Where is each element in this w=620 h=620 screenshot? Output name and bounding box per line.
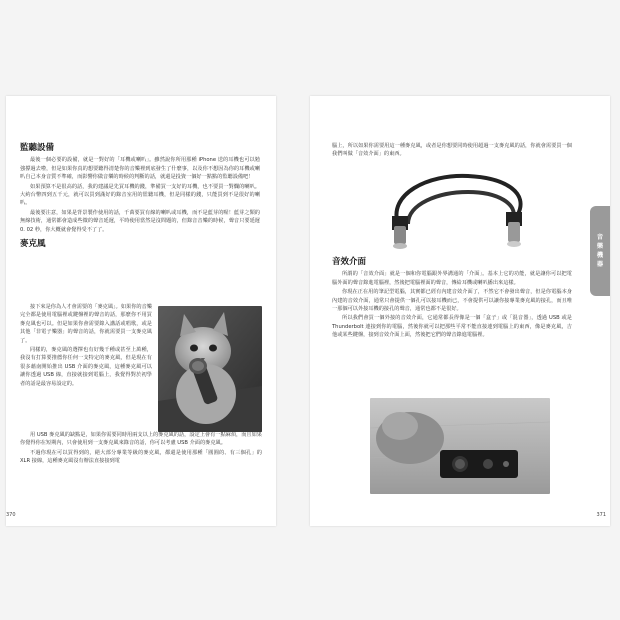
paragraph: 如果預算不是很高的話，我的建議是先買耳機的錢，準備買一支好的耳機，也不要買一對爛的喇叭。大約台幣四到五千元，就可以買到滿好的錄音室用的監聽耳機，但是同樣的錢，只能買到不是很好的喇叭。 — [20, 183, 260, 207]
paragraph: 不過你現在可以買得到的，絕大部分專業等級的麥克風，都還是使用那種「圓圓的、有三個孔」的 XLR 接線，這種麥克風沒有辦法直接接到電 — [20, 449, 262, 465]
left-column-wrap — [20, 303, 152, 389]
section-heading-microphone: 麥克風 — [20, 239, 46, 250]
paragraph: 同樣的，麥克風的選擇也有好幾千種或甚至上萬種，我沒有打算要推薦你任何一支特定的麥克風，但是現在有很多藉南開始推出 USB 介面的麥克風，這種麥克風可以讓你透過 USB 線，直接就接到電腦上，我覺得對於初學者的話是最容易設定的。 — [20, 347, 152, 387]
side-tab-char: 器 — [596, 261, 604, 268]
right-column-main — [332, 256, 572, 341]
page-number-right: 371 — [596, 512, 606, 518]
section-heading-audio-interface: 音效介面 — [332, 257, 367, 267]
cat-microphone-image — [158, 306, 262, 432]
side-tab-char: 樂 — [596, 243, 604, 250]
paragraph: 所謂的「音效介面」就是一個和你電腦跟外界溝通的「介面」。基本上它的功能，就是讓你可以把電腦外面的聲音錄進電腦裡，然後把電腦裡面的聲音，傳給耳機或喇叭播出來這樣。 — [332, 271, 572, 286]
paragraph: 你現在正在用的筆記型電腦，其實都已經有內建音效介面了，不然它不會發出聲音，但是你電腦本身內建的音效介面，通常只會提供一個孔可以接耳機而已，不會提供可以讓你接專業麥克風的接孔，而且唯一那個可以外接耳機的接孔的聲音，通常也都不是很好。 — [332, 289, 572, 313]
chapter-side-tab — [590, 206, 610, 296]
side-tab-char: 機 — [596, 252, 604, 259]
paragraph: 接下來是你為人才會需要的「麥克風」。如果你的音樂完全都是使用電腦裡或鍵盤裡的聲音的話，那麼你不用買麥克風也可以。但是如果你會需要錄入講話或唱歌，或是其他「非電子樂器」的聲音的話，你就需要買一支麥克風了。 — [20, 304, 152, 344]
right-intro — [332, 142, 572, 160]
cat-audio-interface-image — [370, 398, 550, 494]
xlr-cable-image — [368, 164, 536, 254]
paragraph: 所以我們會買一個外接的音效介面，它通常都長得像是一個「盒子」或「混音器」，透過 USB 或是 Thunderbolt 連接到你的電腦，然後你就可以把那些平常不能直接連到電腦上的東西，像是麥克風，吉他或某些鍵盤，接到音效介面上面，然後把它們的聲音錄進電腦裡。 — [332, 315, 572, 339]
cat-audio-interface-photo — [370, 398, 550, 494]
right-page — [310, 96, 610, 526]
section-heading-monitoring: 監聽設備 — [20, 143, 55, 153]
left-column-bottom — [20, 431, 262, 467]
paragraph: 用 USB 麥克風的缺點是，如果你需要同時用兩支以上的麥克風的話，設定上會有一點麻煩，而且如果你覺得你在短期內，只會使用到一支麥克風來錄音的話，你可以考慮 USB 介面的麥克風。 — [20, 432, 262, 447]
paragraph: 最後要注意，如果是背景製作使用的話，千萬要買有線的喇叭或耳機，而不是藍芽的喔！藍芽之類的無線技術，通常都會造成些微的聲音延遲，平時使用當然是沒問題的，但錄音音樂的時候，聲音只要延遲 0. 02 秒，你大概就會覺得受不了了。 — [20, 209, 260, 233]
side-tab-char: 音 — [596, 234, 604, 241]
xlr-cable-photo — [368, 164, 536, 254]
left-page — [6, 96, 276, 526]
left-column-top — [20, 142, 260, 252]
paragraph: 腦上，所以如果你需要用這一種麥克風，或者是你想要同時使用超過一支麥克風的話，你就會需要買一個我們叫做「音效介面」的東西。 — [332, 143, 572, 158]
cat-microphone-photo — [158, 306, 262, 432]
paragraph: 最後一個必要的設備，就是一對好的「耳機或喇叭」。雖然說你所用那種 iPhone 送的耳機也可以勉強撐過去啦，但是如果你真的想要聽得清楚你的音樂裡到底發生了什麼事，以及你不想因為你的耳機或喇叭自己本身音質不準確，而影響你做音樂的時候的判斷的話，就還是投資一個好一點點的監聽設備吧！ — [20, 157, 260, 181]
page-number-left: 370 — [6, 512, 16, 518]
